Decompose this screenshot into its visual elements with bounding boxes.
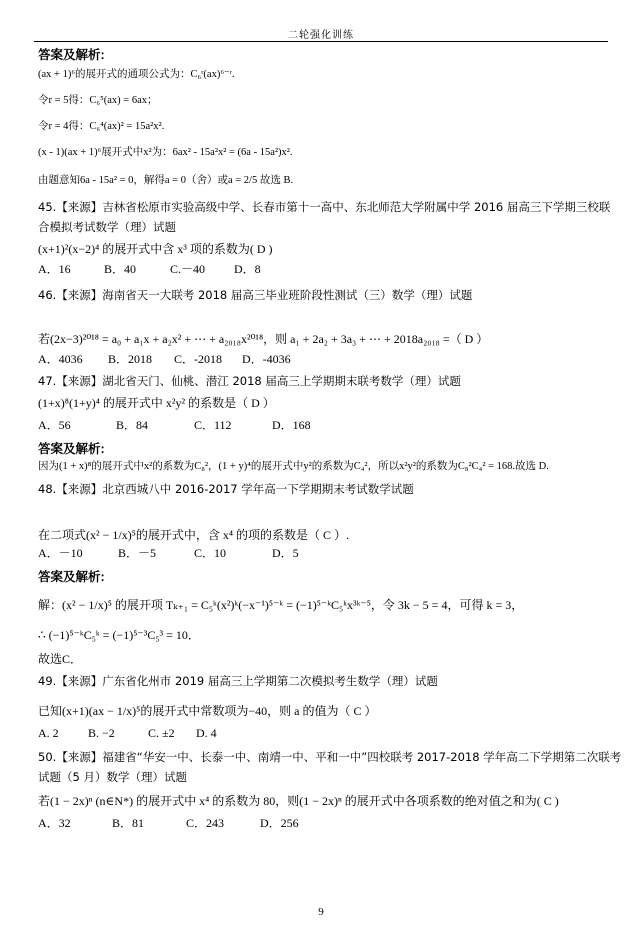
choice-b: B．－5: [118, 546, 157, 560]
choice-c: C．112: [194, 418, 232, 432]
answer-line: 令r = 4得：C₆⁴(ax)² = 15a²x².: [38, 121, 165, 132]
choice-d: D．168: [272, 418, 311, 432]
question-source: 50.【来源】福建省“华安一中、长泰一中、南靖一中、平和一中”四校联考 2017-2018 学年高二下学期第二次联考: [38, 750, 622, 764]
choice-b: B．81: [112, 816, 145, 830]
answer-line: (ax + 1)⁶的展开式的通项公式为：C₆ʳ(ax)⁶⁻ʳ.: [38, 69, 235, 80]
answer-line: 因为(1 + x)⁸的展开式中x²的系数为C₈²，(1 + y)⁴的展开式中y²的系数为C₄²，所以x²y²的系数为C₈²C₄² = 168.故选 D.: [38, 461, 549, 472]
choice-c: C．243: [186, 816, 225, 830]
question-stem: 若(1 − 2x)ⁿ (n∈N*) 的展开式中 x⁴ 的系数为 80，则(1 − 2x)ⁿ 的展开式中各项系数的绝对值之和为( C ): [38, 794, 559, 808]
choice-a: A．4036: [38, 352, 83, 366]
answer-line: ∴ (−1)⁵⁻ᵏC₅ᵏ = (−1)⁵⁻³C₅³ = 10．: [38, 628, 200, 642]
question-source: 48.【来源】北京西城八中 2016-2017 学年高一下学期期末考试数学试题: [38, 482, 414, 496]
choice-b: B．2018: [108, 352, 153, 366]
choice-b: B．40: [104, 262, 137, 276]
answer-choices: [38, 417, 608, 433]
answer-choices: [38, 351, 608, 367]
choice-d: D．256: [260, 816, 299, 830]
question-stem: (1+x)⁸(1+y)⁴ 的展开式中 x²y² 的系数是（ D ）: [38, 396, 275, 410]
answer-choices: [38, 545, 608, 561]
question-source: 合模拟考试数学（理）试题: [38, 220, 176, 234]
choice-d: D．8: [234, 262, 261, 276]
question-source: 试题（5 月）数学（理）试题: [38, 770, 187, 784]
choice-c: C．10: [194, 546, 227, 560]
answer-choices: [38, 815, 608, 831]
question-source: 45.【来源】吉林省松原市实验高级中学、长春市第十一高中、东北师范大学附属中学 2016 届高三下学期三校联: [38, 200, 611, 214]
answer-choices: [38, 261, 608, 277]
choice-c: C．-2018: [174, 352, 223, 366]
answer-line: 故选C．: [38, 652, 83, 666]
choice-a: A．－10: [38, 546, 83, 560]
choice-c: C.－40: [170, 262, 206, 276]
answer-line: 令r = 5得：C₆⁵(ax) = 6ax；: [38, 95, 158, 106]
answer-heading: 答案及解析:: [38, 570, 105, 584]
question-stem: 在二项式(x² − 1/x)⁵的展开式中，含 x⁴ 的项的系数是（ C ）.: [38, 528, 350, 542]
answer-heading: 答案及解析:: [38, 442, 105, 456]
question-stem: 已知(x+1)(ax − 1/x)⁵的展开式中常数项为−40，则 a 的值为（ C ）: [38, 704, 377, 718]
choice-a: A．32: [38, 816, 71, 830]
question-stem: 若(2x−3)²⁰¹⁸ = a₀ + a₁x + a₂x² + ⋯ + a₂₀₁₈x²⁰¹⁸，则 a₁ + 2a₂ + 3a₃ + ⋯ + 2018a₂₀₁₈ =（ D ）: [38, 332, 489, 346]
question-stem: (x+1)²(x−2)⁴ 的展开式中含 x³ 项的系数为( D ): [38, 242, 273, 256]
choice-d: D．-4036: [242, 352, 291, 366]
answer-line: 解：(x² − 1/x)⁵ 的展开项 Tₖ₊₁ = C₅ᵏ(x²)ᵏ(−x⁻¹)⁵⁻ᵏ = (−1)⁵⁻ᵏC₅ᵏx³ᵏ⁻⁵，令 3k − 5 = 4，可得 k = 3，: [38, 598, 524, 612]
content-area: [38, 47, 622, 830]
header-divider: [34, 41, 608, 42]
choice-c: C. ±2: [148, 726, 175, 740]
answer-line: (x - 1)(ax + 1)⁶展开式中x²为：6ax² - 15a²x² = (6a - 15a²)x².: [38, 147, 293, 158]
question-source: 46.【来源】海南省天一大联考 2018 届高三毕业班阶段性测试（三）数学（理）试题: [38, 288, 473, 302]
page-number: 9: [318, 906, 324, 918]
question-source: 47.【来源】湖北省天门、仙桃、潜江 2018 届高三上学期期末联考数学（理）试题: [38, 374, 461, 388]
choice-b: B. −2: [88, 726, 115, 740]
choice-b: B．84: [116, 418, 149, 432]
answer-choices: [38, 725, 608, 741]
answer-heading: 答案及解析:: [38, 48, 105, 62]
choice-a: A．16: [38, 262, 71, 276]
question-source: 49.【来源】广东省化州市 2019 届高三上学期第二次模拟考生数学（理）试题: [38, 674, 438, 688]
choice-a: A．56: [38, 418, 71, 432]
choice-d: D. 4: [196, 726, 217, 740]
answer-line: 由题意知6a - 15a² = 0，解得a = 0（舍）或a = 2/5 故选 B.: [38, 175, 294, 186]
choice-a: A. 2: [38, 726, 59, 740]
page-header: 二轮强化训练: [288, 30, 354, 41]
choice-d: D．5: [272, 546, 299, 560]
